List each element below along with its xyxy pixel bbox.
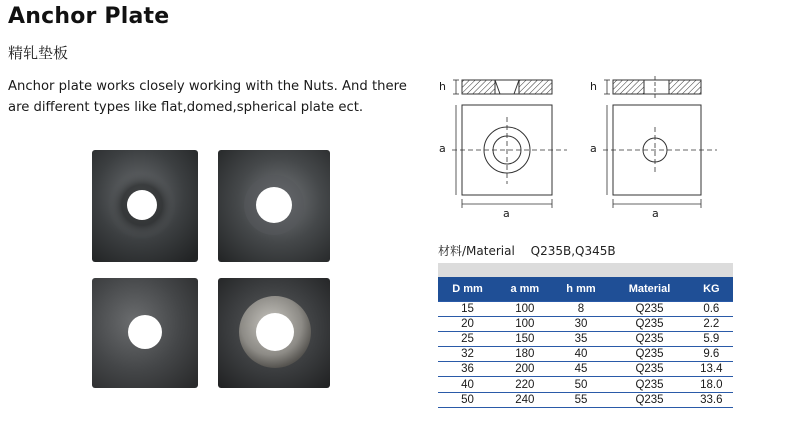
- cell-a: 150: [497, 331, 553, 346]
- photo-domed-plate: [92, 150, 198, 262]
- header-h: h mm: [553, 277, 610, 301]
- description: [8, 76, 408, 118]
- cell-a: 180: [497, 347, 553, 362]
- photo-spherical-plate: [218, 278, 330, 388]
- cell-d: 50: [438, 392, 497, 407]
- cell-a: 220: [497, 377, 553, 392]
- material-line: [438, 242, 616, 259]
- cell-d: 25: [438, 331, 497, 346]
- diagram-right-a-bottom-label: a: [652, 207, 659, 220]
- cell-material: Q235: [609, 347, 689, 362]
- description-line-1: Anchor plate works closely working with the Nuts. And there: [8, 79, 407, 94]
- table-header-row: [438, 277, 733, 301]
- cell-material: Q235: [609, 377, 689, 392]
- header-material: Material: [609, 277, 689, 301]
- cell-d: 20: [438, 316, 497, 331]
- diagram-flat-plate: [585, 72, 730, 222]
- cell-h: 55: [553, 392, 610, 407]
- page-title: Anchor Plate: [8, 4, 170, 29]
- material-label: 材料/Material: [438, 244, 515, 258]
- table-row: [438, 362, 733, 377]
- diagram-left-a-bottom-label: a: [503, 207, 510, 220]
- photo-flat-plate: [92, 278, 198, 388]
- table-row: [438, 316, 733, 331]
- cell-kg: 18.0: [690, 377, 733, 392]
- cell-h: 45: [553, 362, 610, 377]
- table-row: [438, 392, 733, 407]
- diagram-left-h-label: h: [439, 80, 446, 93]
- cell-h: 40: [553, 347, 610, 362]
- table-row: [438, 301, 733, 316]
- header-a: a mm: [497, 277, 553, 301]
- cell-d: 32: [438, 347, 497, 362]
- cell-d: 15: [438, 301, 497, 316]
- cell-d: 40: [438, 377, 497, 392]
- cell-kg: 33.6: [690, 392, 733, 407]
- cell-a: 240: [497, 392, 553, 407]
- diagram-domed-plate: [432, 72, 577, 222]
- cell-h: 50: [553, 377, 610, 392]
- spec-table: [438, 263, 733, 408]
- table-top-bar: [438, 263, 733, 277]
- material-value: Q235B,Q345B: [530, 244, 616, 258]
- cell-kg: 9.6: [690, 347, 733, 362]
- diagram-left-a-side-label: a: [439, 142, 446, 155]
- cell-material: Q235: [609, 316, 689, 331]
- table-row: [438, 377, 733, 392]
- cell-material: Q235: [609, 331, 689, 346]
- cell-material: Q235: [609, 392, 689, 407]
- diagram-right-a-side-label: a: [590, 142, 597, 155]
- cell-h: 35: [553, 331, 610, 346]
- cell-kg: 2.2: [690, 316, 733, 331]
- cell-kg: 0.6: [690, 301, 733, 316]
- cell-a: 100: [497, 301, 553, 316]
- page-subtitle: 精轧垫板: [8, 44, 69, 62]
- cell-h: 30: [553, 316, 610, 331]
- photo-domed-chamfer-plate: [218, 150, 330, 262]
- cell-kg: 13.4: [690, 362, 733, 377]
- cell-a: 200: [497, 362, 553, 377]
- cell-material: Q235: [609, 301, 689, 316]
- cell-kg: 5.9: [690, 331, 733, 346]
- header-d: D mm: [438, 277, 497, 301]
- cell-h: 8: [553, 301, 610, 316]
- cell-a: 100: [497, 316, 553, 331]
- table-row: [438, 331, 733, 346]
- cell-d: 36: [438, 362, 497, 377]
- table-row: [438, 347, 733, 362]
- diagram-right-h-label: h: [590, 80, 597, 93]
- description-line-2: are different types like flat,domed,spherical plate ect.: [8, 100, 364, 115]
- cell-material: Q235: [609, 362, 689, 377]
- header-kg: KG: [690, 277, 733, 301]
